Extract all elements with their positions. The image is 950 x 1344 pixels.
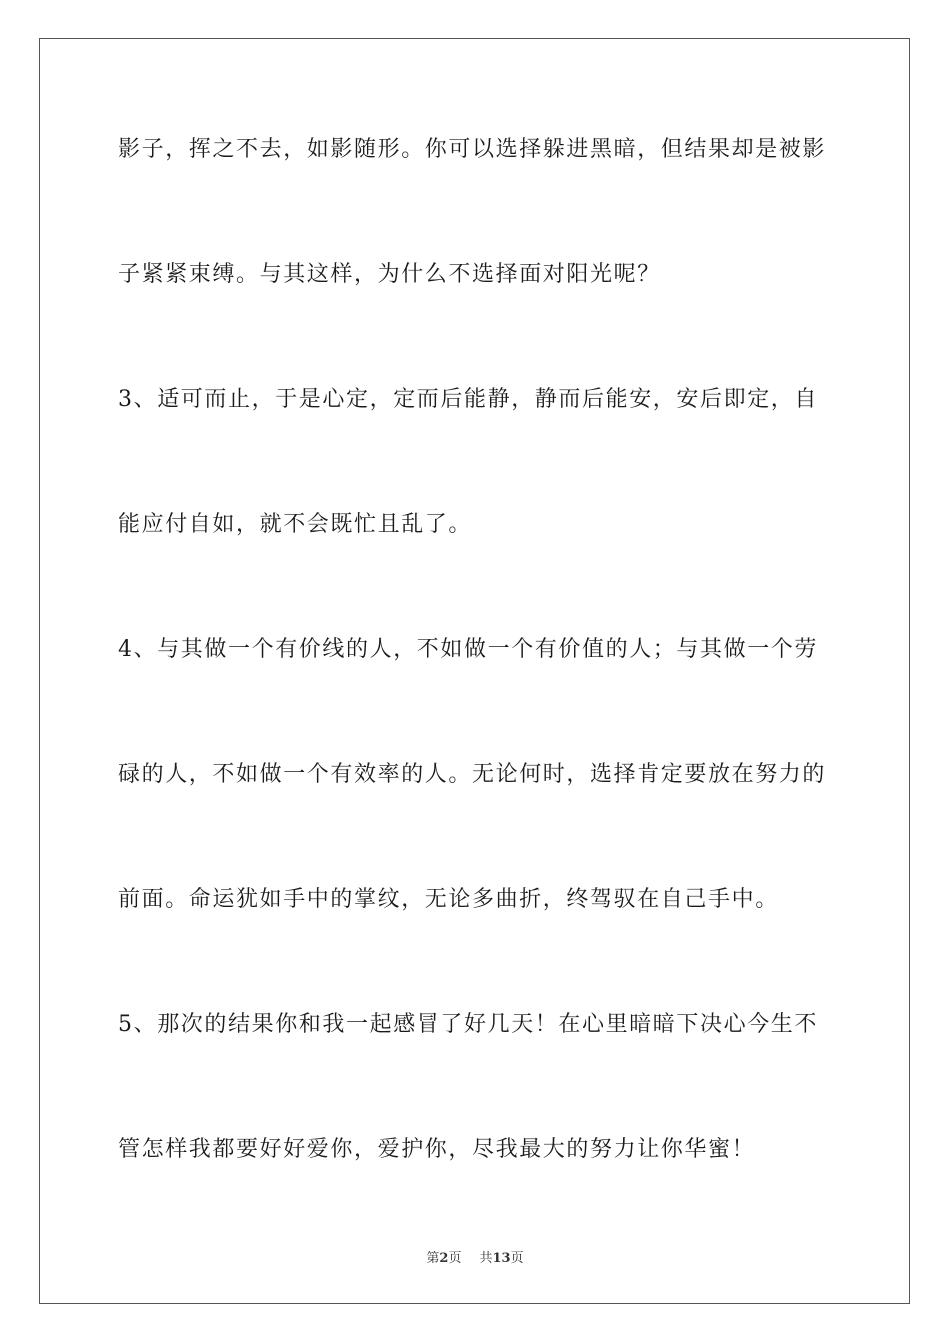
text-line: 影子，挥之不去，如影随形。你可以选择躲进黑暗，但结果却是被影	[118, 137, 827, 162]
document-body	[118, 108, 838, 1233]
text-line: 碌的人，不如做一个有效率的人。无论何时，选择肯定要放在努力的	[118, 762, 827, 787]
text-line: 能应付自如，就不会既忙且乱了。	[118, 512, 473, 537]
total-prefix: 共	[479, 1251, 493, 1266]
page-footer	[0, 1247, 950, 1266]
text-line: 管怎样我都要好好爱你，爱护你，尽我最大的努力让你华蜜！	[118, 1137, 756, 1162]
text-line: 4、与其做一个有价线的人，不如做一个有价值的人；与其做一个劳	[118, 637, 818, 662]
text-line: 前面。命运犹如手中的掌纹，无论多曲折，终驾驭在自己手中。	[118, 887, 779, 912]
total-suffix: 页	[510, 1251, 524, 1266]
page-prefix: 第	[426, 1251, 440, 1266]
total-pages: 13	[492, 1251, 511, 1266]
page-number: 2	[439, 1251, 449, 1266]
text-line: 子紧紧束缚。与其这样，为什么不选择面对阳光呢？	[118, 262, 661, 287]
text-line: 3、适可而止，于是心定，定而后能静，静而后能安，安后即定，自	[118, 387, 818, 412]
text-line: 5、那次的结果你和我一起感冒了好几天！在心里暗暗下决心今生不	[118, 1012, 818, 1037]
page-suffix: 页	[448, 1251, 462, 1266]
